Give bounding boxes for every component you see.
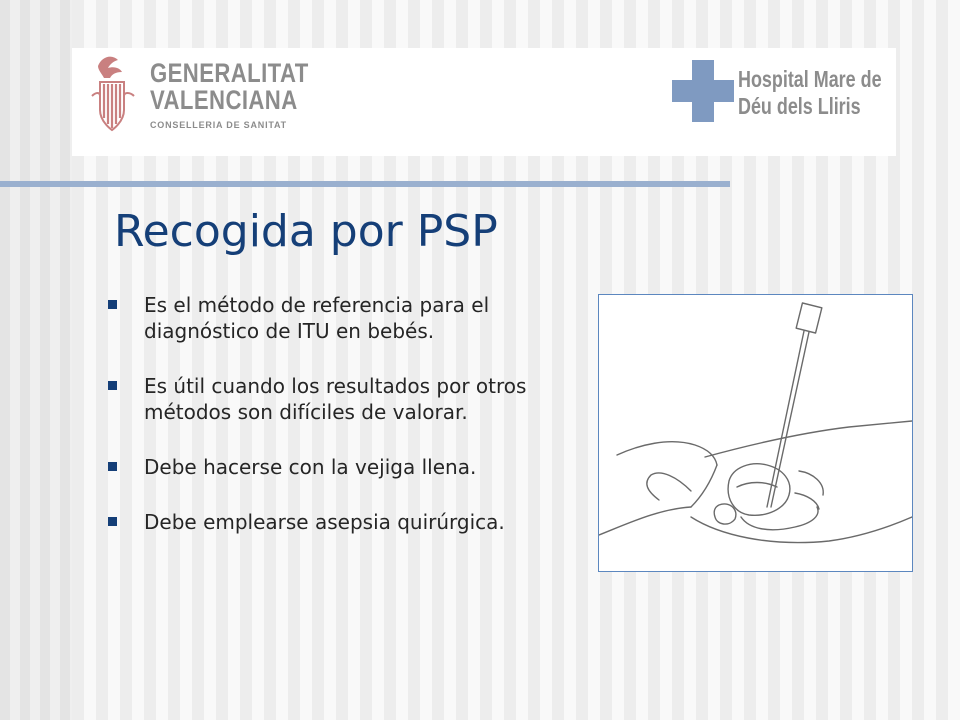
square-bullet-icon [108, 300, 117, 309]
header-logos [72, 48, 896, 156]
bullet-text: Es el método de referencia para el diagnóstico de ITU en bebés. [144, 293, 490, 343]
generalitat-logo [90, 50, 309, 146]
bullet-item [106, 509, 596, 535]
bullet-list [106, 292, 596, 564]
title-divider [0, 181, 730, 187]
slide-title: Recogida por PSP [114, 206, 498, 257]
generalitat-wordmark [150, 60, 344, 130]
bullet-text: Debe hacerse con la vejiga llena. [144, 455, 477, 479]
generalitat-line1: GENERALITAT [150, 58, 309, 88]
suprapubic-puncture-illustration [598, 294, 913, 572]
generalitat-line2: VALENCIANA [150, 85, 298, 115]
square-bullet-icon [108, 462, 117, 471]
generalitat-line3: CONSELLERIA DE SANITAT [150, 120, 287, 130]
left-background-band [0, 0, 72, 720]
hospital-line1: Hospital Mare de [738, 66, 882, 92]
puncture-drawing [599, 295, 912, 571]
bullet-item [106, 454, 596, 480]
hospital-line2: Déu dels Lliris [738, 93, 861, 119]
bullet-item [106, 292, 596, 344]
square-bullet-icon [108, 381, 117, 390]
bullet-item [106, 373, 596, 425]
bullet-text: Es útil cuando los resultados por otros métodos son difíciles de valorar. [144, 374, 527, 424]
bullet-text: Debe emplearse asepsia quirúrgica. [144, 510, 505, 534]
generalitat-emblem-icon [90, 52, 136, 142]
hospital-cross-icon [668, 56, 738, 126]
hospital-wordmark [738, 66, 882, 120]
square-bullet-icon [108, 517, 117, 526]
